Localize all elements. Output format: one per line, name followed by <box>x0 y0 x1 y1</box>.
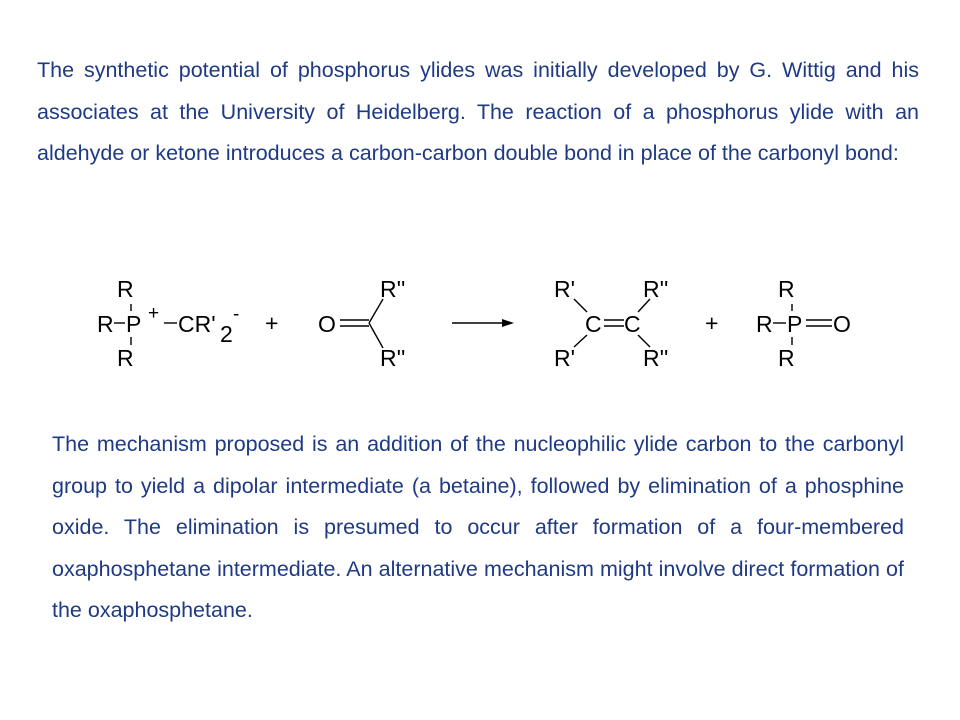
ylide-plus-charge: + <box>148 303 160 324</box>
oxide-phosphorus: P <box>787 311 803 337</box>
alkene-product <box>554 276 668 371</box>
oxide-oxygen: O <box>833 311 851 337</box>
ylide-subscript-2: 2 <box>220 321 233 347</box>
oxide-r-left: R <box>756 311 773 337</box>
phosphorus-ylide <box>97 276 239 371</box>
mechanism-paragraph: The mechanism proposed is an addition of the nucleophilic ylide carbon to the carbonyl group to yield a dipolar intermediate (a betaine), followed by elimination of a phosphine oxide. The elimination is presumed to occur after formation of a four-membered oxaphosphetane intermediate. An alternative mechanism might involve direct formation of the oxaphosphetane. <box>52 432 904 622</box>
alkene-carbon-left: C <box>585 311 602 337</box>
ylide-phosphorus: P <box>126 311 142 337</box>
phosphine-oxide <box>756 276 851 371</box>
wittig-reaction-scheme <box>0 250 960 400</box>
ylide-cr-group: CR' <box>178 311 216 337</box>
oxide-r-top: R <box>778 276 795 302</box>
alkene-r-top-right: R'' <box>643 276 669 302</box>
intro-paragraph: The synthetic potential of phosphorus ylides was initially developed by G. Wittig and his associates at the University of Heidelberg. The reaction of a phosphorus ylide with an aldehyde or ketone introduces a carbon-carbon double bond in place of the carbonyl bond: <box>37 58 919 165</box>
alkene-r-bottom-right: R'' <box>643 345 669 371</box>
alkene-carbon-right: C <box>624 311 641 337</box>
plus-sign-2: + <box>705 310 719 336</box>
ylide-r-left: R <box>97 311 114 337</box>
oxide-r-bottom: R <box>778 345 795 371</box>
alkene-r-bottom-left: R' <box>554 345 576 371</box>
carbonyl-compound <box>318 276 405 371</box>
arrow-head <box>502 319 514 327</box>
carbonyl-r-bottom: R'' <box>380 345 406 371</box>
carbonyl-r-top: R'' <box>380 276 406 302</box>
ylide-r-top: R <box>117 276 134 302</box>
reaction-arrow <box>452 319 514 327</box>
alkene-r-top-left: R' <box>554 276 576 302</box>
carbonyl-oxygen: O <box>318 311 336 337</box>
ylide-r-bottom: R <box>117 345 134 371</box>
carbonyl-bond-up <box>369 299 383 323</box>
plus-sign-1: + <box>265 310 279 336</box>
alkene-bond-bottom-left <box>574 335 587 347</box>
ylide-minus-charge: - <box>233 304 240 325</box>
